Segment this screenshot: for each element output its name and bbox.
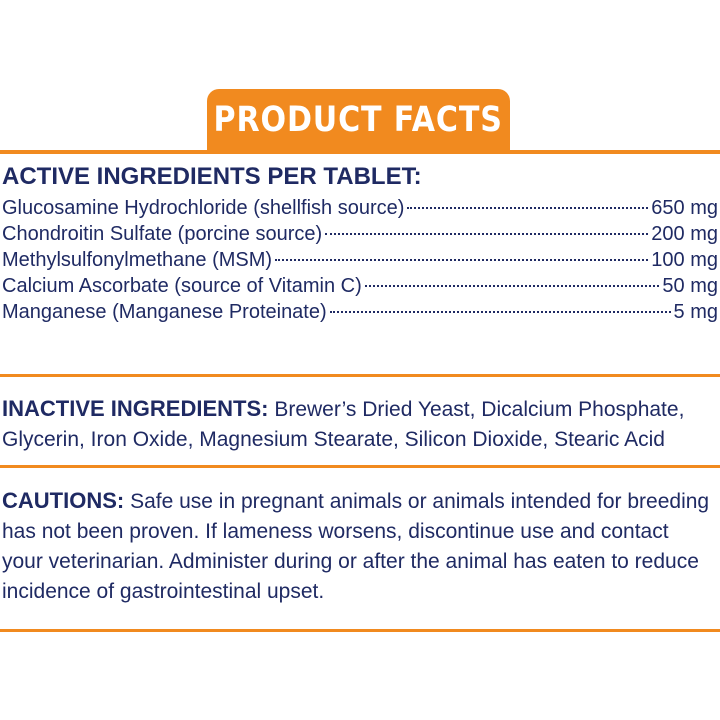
section-divider — [0, 374, 720, 377]
ingredient-name: Chondroitin Sulfate (porcine source) — [2, 223, 323, 245]
inactive-ingredients-text: Brewer’s Dried Yeast, Dicalcium Phosphate, Glycerin, Iron Oxide, Magnesium Stearate, Silicon Dioxide, Stearic Acid — [2, 398, 685, 451]
ingredient-row — [2, 197, 718, 223]
top-divider — [0, 150, 720, 154]
ingredient-name: Manganese (Manganese Proteinate) — [2, 301, 327, 323]
ingredient-amount: 200 mg — [651, 223, 718, 245]
active-ingredients-heading: ACTIVE INGREDIENTS PER TABLET: — [2, 163, 422, 190]
ingredient-amount: 100 mg — [651, 249, 718, 271]
cautions-text: Safe use in pregnant animals or animals intended for breeding has not been proven. If lameness worsens, discontinue use and contact your veterinarian. Administer during or after the animal has eaten to reduce incidence of gastrointestinal upset. — [2, 490, 710, 603]
ingredient-row — [2, 249, 718, 275]
dot-leader — [275, 259, 648, 261]
dot-leader — [325, 233, 648, 235]
dot-leader — [330, 311, 671, 313]
page-title: PRODUCT FACTS — [213, 100, 504, 140]
ingredient-row — [2, 301, 718, 327]
ingredient-row — [2, 275, 718, 301]
cautions-paragraph — [2, 486, 714, 607]
ingredient-amount: 5 mg — [673, 301, 718, 323]
product-facts-title-tab — [207, 89, 510, 151]
section-divider — [0, 465, 720, 468]
inactive-ingredients-paragraph — [2, 394, 714, 455]
cautions-label: CAUTIONS: — [2, 488, 125, 513]
dot-leader — [365, 285, 660, 287]
ingredient-row — [2, 223, 718, 249]
dot-leader — [407, 207, 648, 209]
ingredient-name: Calcium Ascorbate (source of Vitamin C) — [2, 275, 362, 297]
active-ingredients-list — [2, 197, 718, 327]
ingredient-amount: 50 mg — [662, 275, 718, 297]
inactive-ingredients-label: INACTIVE INGREDIENTS: — [2, 396, 269, 421]
bottom-divider — [0, 629, 720, 632]
ingredient-amount: 650 mg — [651, 197, 718, 219]
ingredient-name: Glucosamine Hydrochloride (shellfish source) — [2, 197, 405, 219]
ingredient-name: Methylsulfonylmethane (MSM) — [2, 249, 273, 271]
